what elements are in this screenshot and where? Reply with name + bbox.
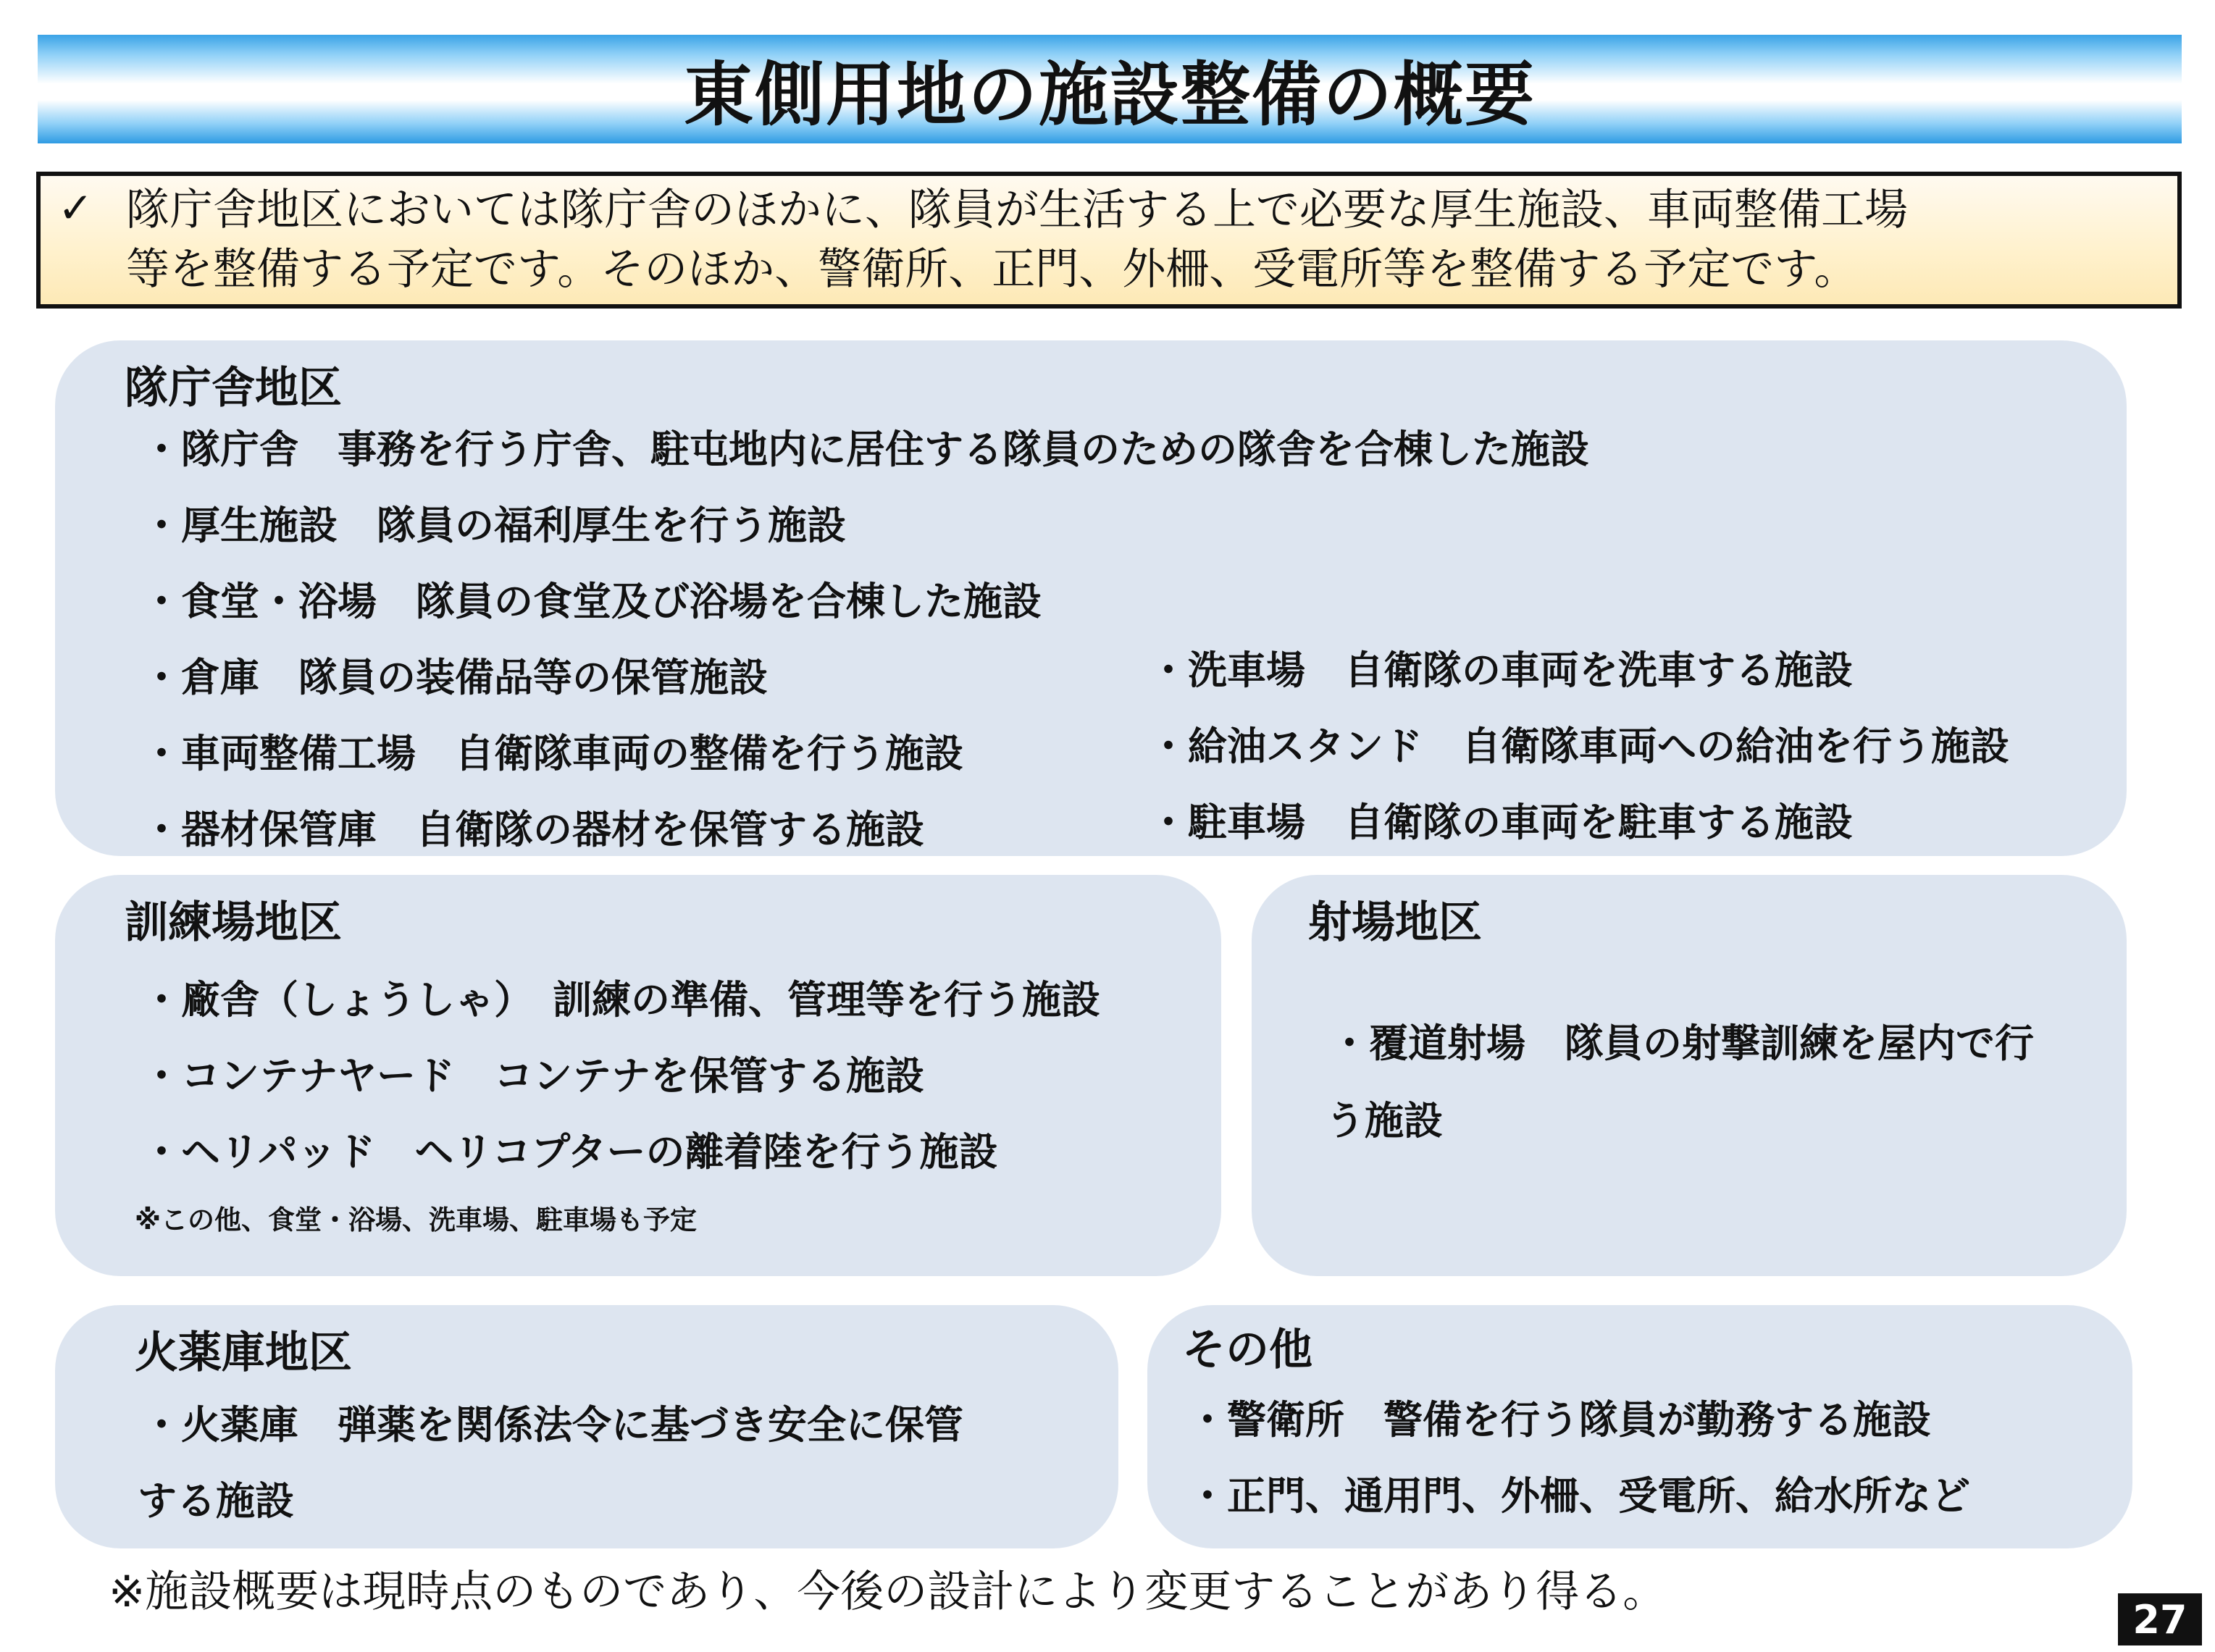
summary-text [126, 180, 2169, 299]
summary-line-2: 等を整備する予定です。そのほか、警衛所、正門、外柵、受電所等を整備する予定です。 [126, 244, 1858, 295]
range-title: 射場地区 [1308, 897, 1482, 948]
magazine-line-2: する施設 [138, 1478, 294, 1524]
magazine-line-1: ・火薬庫 弾薬を関係法令に基づき安全に保管 [142, 1402, 963, 1448]
summary-box [36, 172, 2182, 309]
list-item: ・コンテナヤード コンテナを保管する施設 [142, 1053, 924, 1099]
list-item: ・正門、通用門、外柵、受電所、給水所など [1188, 1473, 1970, 1519]
list-item: ・駐車場 自衛隊の車両を駐車する施設 [1149, 800, 1853, 845]
footnote: ※施設概要は現時点のものであり、今後の設計により変更することがあり得る。 [109, 1567, 1667, 1617]
list-item: ・給油スタンド 自衛隊車両への給油を行う施設 [1149, 724, 2009, 769]
list-item: ・洗車場 自衛隊の車両を洗車する施設 [1149, 647, 1853, 693]
range-line-2: う施設 [1326, 1098, 1443, 1144]
check-icon: ✓ [58, 183, 93, 232]
headquarters-title: 隊庁舎地区 [125, 363, 342, 414]
title-bar [38, 35, 2182, 143]
list-item: ・食堂・浴場 隊員の食堂及び浴場を合棟した施設 [142, 579, 1042, 624]
list-item: ・廠舎（しょうしゃ） 訓練の準備、管理等を行う施設 [142, 977, 1100, 1023]
list-item: ・厚生施設 隊員の福利厚生を行う施設 [142, 503, 846, 548]
list-item: ・車両整備工場 自衛隊車両の整備を行う施設 [142, 731, 963, 776]
page-number: 27 [2118, 1593, 2202, 1645]
training-title: 訓練場地区 [125, 897, 342, 948]
magazine-title: 火薬庫地区 [135, 1328, 352, 1378]
list-item: ・器材保管庫 自衛隊の器材を保管する施設 [142, 807, 924, 852]
list-item: ・警衛所 警備を行う隊員が勤務する施設 [1188, 1397, 1931, 1443]
summary-line-1: 隊庁舎地区においては隊庁舎のほかに、隊員が生活する上で必要な厚生施設、車両整備工場 [126, 185, 1908, 235]
range-line-1: ・覆道射場 隊員の射撃訓練を屋内で行 [1330, 1020, 2034, 1066]
list-item: ・ヘリパッド ヘリコプターの離着陸を行う施設 [142, 1129, 998, 1175]
list-item: ・倉庫 隊員の装備品等の保管施設 [142, 655, 768, 700]
training-note: ※この他、食堂・浴場、洗車場、駐車場も予定 [135, 1204, 697, 1236]
page-title: 東側用地の施設整備の概要 [684, 54, 1536, 135]
other-title: その他 [1182, 1325, 1312, 1375]
list-item: ・隊庁舎 事務を行う庁舎、駐屯地内に居住する隊員のための隊舎を合棟した施設 [142, 427, 1589, 472]
